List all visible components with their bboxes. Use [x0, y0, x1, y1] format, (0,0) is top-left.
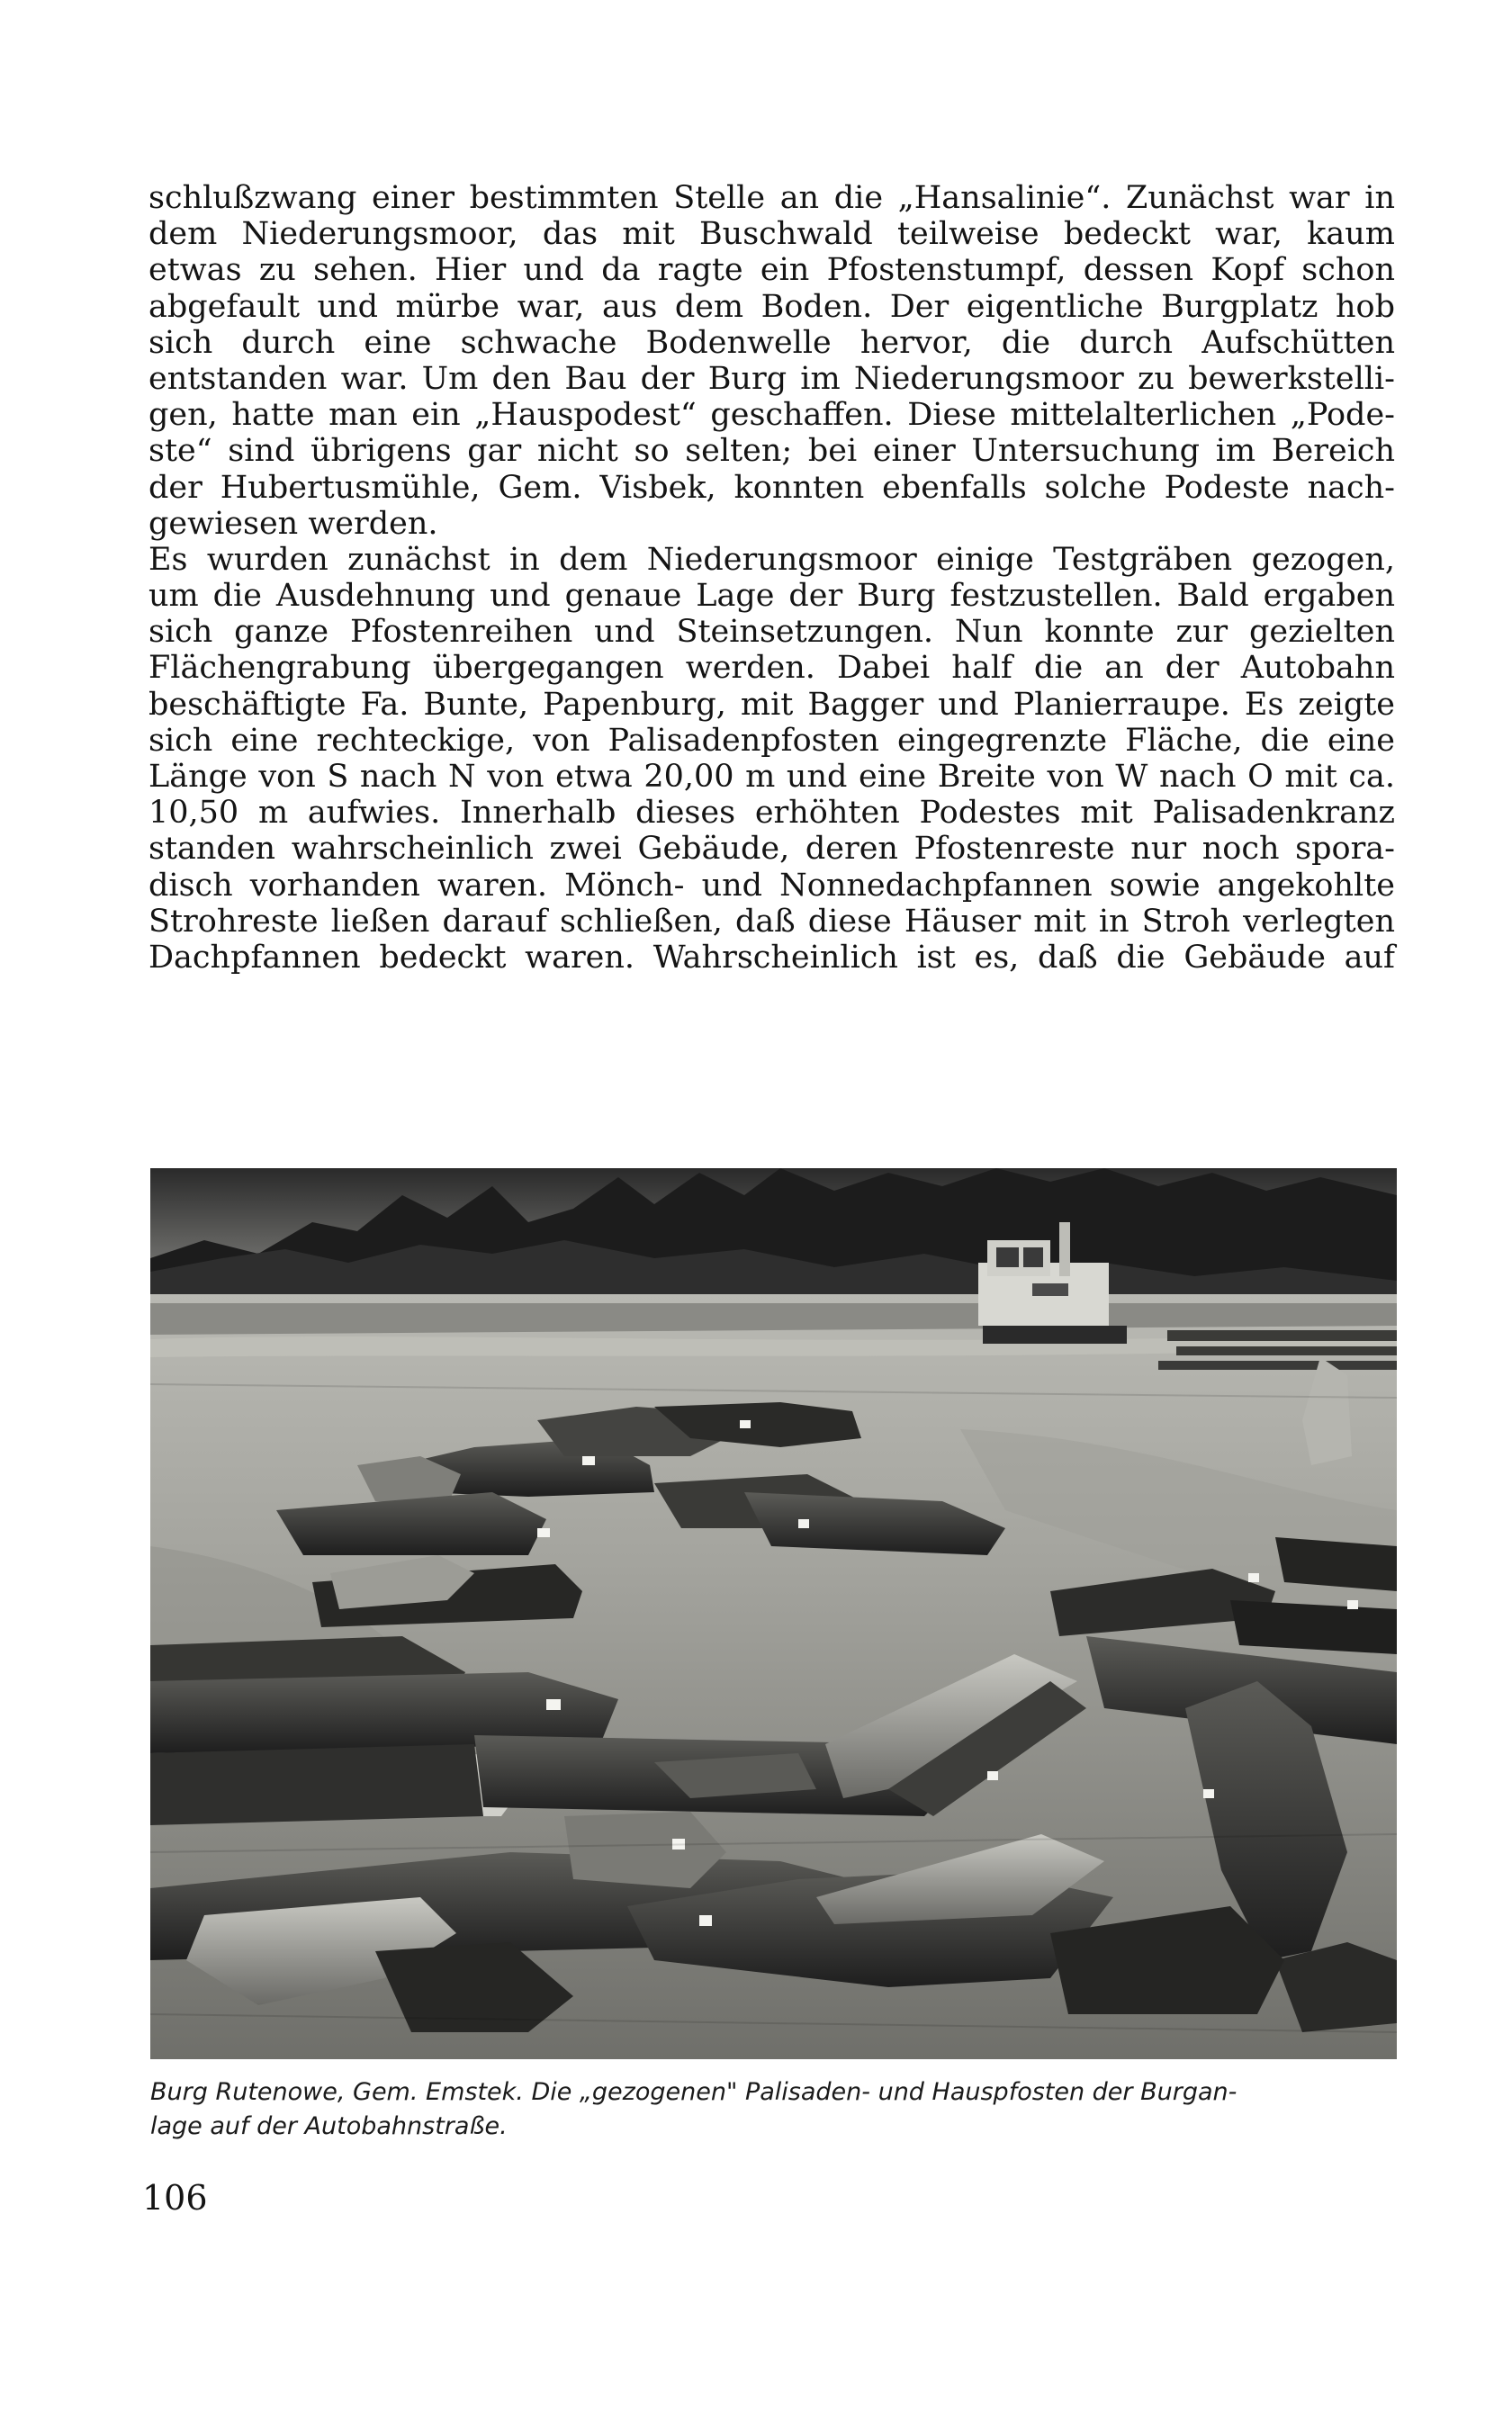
text-line: sich durch eine schwache Bodenwelle hervor, die durch Aufschütten	[148, 324, 1395, 361]
text-line: abgefault und mürbe war, aus dem Boden. Der eigentliche Burgplatz hob	[148, 288, 1395, 325]
excavation-photo-graphic	[150, 1168, 1397, 2059]
text-line: gen, hatte man ein „Hauspodest“ geschaffen. Diese mittelalterlichen „Pode-	[148, 397, 1395, 434]
text-line: entstanden war. Um den Bau der Burg im Niederungsmoor zu bewerkstelli-	[148, 360, 1395, 397]
body-text	[148, 180, 1395, 976]
page-number: 106	[142, 2178, 208, 2218]
text-line: der Hubertusmühle, Gem. Visbek, konnten ebenfalls solche Podeste nach-	[148, 469, 1395, 506]
text-line: ste“ sind übrigens gar nicht so selten; bei einer Untersuchung im Bereich	[148, 433, 1395, 470]
caption-line: Burg Rutenowe, Gem. Emstek. Die „gezogenen" Palisaden- und Hauspfosten der Burgan-	[150, 2078, 1238, 2106]
excavation-photo	[150, 1168, 1397, 2059]
text-line: 10,50 m aufwies. Innerhalb dieses erhöhten Podestes mit Palisadenkranz	[148, 795, 1395, 832]
text-line: standen wahrscheinlich zwei Gebäude, deren Pfostenreste nur noch spora-	[148, 831, 1395, 868]
text-line: um die Ausdehnung und genaue Lage der Burg festzustellen. Bald ergaben	[148, 578, 1395, 615]
text-line: Länge von S nach N von etwa 20,00 m und eine Breite von W nach O mit ca.	[148, 759, 1395, 795]
text-line: Flächengrabung übergegangen werden. Dabei half die an der Autobahn	[148, 650, 1395, 687]
text-line: sich ganze Pfostenreihen und Steinsetzungen. Nun konnte zur gezielten	[148, 614, 1395, 651]
text-line: sich eine rechteckige, von Palisadenpfosten eingegrenzte Fläche, die eine	[148, 722, 1395, 759]
text-line: dem Niederungsmoor, das mit Buschwald teilweise bedeckt war, kaum	[148, 216, 1395, 253]
text-line: Dachpfannen bedeckt waren. Wahrscheinlich ist es, daß die Gebäude auf	[148, 939, 1395, 976]
caption-line: lage auf der Autobahnstraße.	[150, 2112, 508, 2140]
text-line: Strohreste ließen darauf schließen, daß diese Häuser mit in Stroh verlegten	[148, 903, 1395, 940]
figure-caption	[150, 2075, 1397, 2144]
text-line: schlußzwang einer bestimmten Stelle an die „Hansalinie“. Zunächst war in	[148, 180, 1395, 216]
text-line: Es wurden zunächst in dem Niederungsmoor einige Testgräben gezogen,	[148, 541, 1395, 578]
text-line: beschäftigte Fa. Bunte, Papenburg, mit Bagger und Planierraupe. Es zeigte	[148, 686, 1395, 723]
text-line: etwas zu sehen. Hier und da ragte ein Pfostenstumpf, dessen Kopf schon	[148, 252, 1395, 289]
text-line: gewiesen werden.	[148, 505, 438, 542]
text-line: disch vorhanden waren. Mönch- und Nonnedachpfannen sowie angekohlte	[148, 867, 1395, 904]
